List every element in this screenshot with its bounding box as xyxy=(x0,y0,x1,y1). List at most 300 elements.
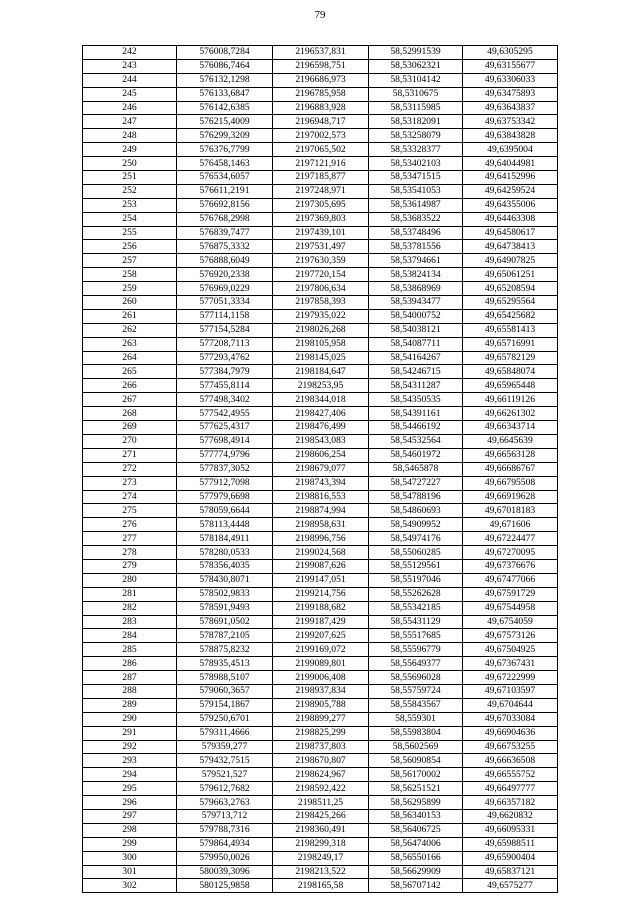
longitude-cell: 49,65295564 xyxy=(463,296,558,310)
latitude-cell: 58,54532564 xyxy=(369,434,463,448)
table-row xyxy=(83,754,558,768)
x-coordinate-cell: 576376,7799 xyxy=(177,143,273,157)
longitude-cell: 49,65061251 xyxy=(463,268,558,282)
y-coordinate-cell: 2198427,406 xyxy=(273,407,369,421)
x-coordinate-cell: 577208,7113 xyxy=(177,337,273,351)
x-coordinate-cell: 578691,0502 xyxy=(177,615,273,629)
table-row xyxy=(83,365,558,379)
latitude-cell: 58,5602569 xyxy=(369,740,463,754)
table-row xyxy=(83,643,558,657)
point-number-cell: 250 xyxy=(83,157,177,171)
point-number-cell: 279 xyxy=(83,559,177,573)
table-row xyxy=(83,476,558,490)
coordinates-table xyxy=(82,45,558,893)
point-number-cell: 284 xyxy=(83,629,177,643)
x-coordinate-cell: 578988,5107 xyxy=(177,671,273,685)
point-number-cell: 278 xyxy=(83,546,177,560)
x-coordinate-cell: 579432,7515 xyxy=(177,754,273,768)
longitude-cell: 49,66636508 xyxy=(463,754,558,768)
x-coordinate-cell: 576008,7284 xyxy=(177,46,273,60)
table-row xyxy=(83,254,558,268)
point-number-cell: 263 xyxy=(83,337,177,351)
table-row xyxy=(83,434,558,448)
latitude-cell: 58,55262628 xyxy=(369,587,463,601)
y-coordinate-cell: 2197002,573 xyxy=(273,129,369,143)
point-number-cell: 243 xyxy=(83,59,177,73)
table-row xyxy=(83,129,558,143)
y-coordinate-cell: 2198425,266 xyxy=(273,809,369,823)
x-coordinate-cell: 579612,7682 xyxy=(177,782,273,796)
latitude-cell: 58,54860693 xyxy=(369,504,463,518)
table-row xyxy=(83,198,558,212)
latitude-cell: 58,54909952 xyxy=(369,518,463,532)
point-number-cell: 254 xyxy=(83,212,177,226)
point-number-cell: 297 xyxy=(83,809,177,823)
y-coordinate-cell: 2198105,958 xyxy=(273,337,369,351)
table-row xyxy=(83,421,558,435)
x-coordinate-cell: 579713,712 xyxy=(177,809,273,823)
point-number-cell: 282 xyxy=(83,601,177,615)
y-coordinate-cell: 2198937,834 xyxy=(273,684,369,698)
point-number-cell: 296 xyxy=(83,796,177,810)
table-row xyxy=(83,504,558,518)
latitude-cell: 58,54391161 xyxy=(369,407,463,421)
y-coordinate-cell: 2196537,831 xyxy=(273,46,369,60)
latitude-cell: 58,54350535 xyxy=(369,393,463,407)
y-coordinate-cell: 2197858,393 xyxy=(273,296,369,310)
y-coordinate-cell: 2198670,807 xyxy=(273,754,369,768)
point-number-cell: 301 xyxy=(83,865,177,879)
page-number: 79 xyxy=(314,9,326,21)
x-coordinate-cell: 579864,4934 xyxy=(177,837,273,851)
y-coordinate-cell: 2198253,95 xyxy=(273,379,369,393)
table-row xyxy=(83,143,558,157)
table-row xyxy=(83,351,558,365)
table-row xyxy=(83,671,558,685)
x-coordinate-cell: 576692,8156 xyxy=(177,198,273,212)
latitude-cell: 58,53182091 xyxy=(369,115,463,129)
y-coordinate-cell: 2199147,051 xyxy=(273,573,369,587)
y-coordinate-cell: 2199188,682 xyxy=(273,601,369,615)
latitude-cell: 58,54311287 xyxy=(369,379,463,393)
point-number-cell: 293 xyxy=(83,754,177,768)
x-coordinate-cell: 576875,3332 xyxy=(177,240,273,254)
x-coordinate-cell: 576458,1463 xyxy=(177,157,273,171)
table-row xyxy=(83,615,558,629)
y-coordinate-cell: 2198145,025 xyxy=(273,351,369,365)
latitude-cell: 58,56340153 xyxy=(369,809,463,823)
point-number-cell: 275 xyxy=(83,504,177,518)
y-coordinate-cell: 2199089,801 xyxy=(273,657,369,671)
table-row xyxy=(83,587,558,601)
point-number-cell: 249 xyxy=(83,143,177,157)
x-coordinate-cell: 578502,9833 xyxy=(177,587,273,601)
x-coordinate-cell: 576534,6057 xyxy=(177,171,273,185)
point-number-cell: 259 xyxy=(83,282,177,296)
x-coordinate-cell: 577698,4914 xyxy=(177,434,273,448)
y-coordinate-cell: 2197439,101 xyxy=(273,226,369,240)
longitude-cell: 49,66095331 xyxy=(463,823,558,837)
x-coordinate-cell: 579060,3657 xyxy=(177,684,273,698)
table-row xyxy=(83,532,558,546)
x-coordinate-cell: 579359,277 xyxy=(177,740,273,754)
table-row xyxy=(83,393,558,407)
x-coordinate-cell: 580039,3096 xyxy=(177,865,273,879)
x-coordinate-cell: 576768,2998 xyxy=(177,212,273,226)
table-row xyxy=(83,282,558,296)
x-coordinate-cell: 579311,4666 xyxy=(177,726,273,740)
x-coordinate-cell: 576299,3209 xyxy=(177,129,273,143)
point-number-cell: 281 xyxy=(83,587,177,601)
y-coordinate-cell: 2198874,994 xyxy=(273,504,369,518)
point-number-cell: 294 xyxy=(83,768,177,782)
latitude-cell: 58,53541053 xyxy=(369,184,463,198)
y-coordinate-cell: 2197720,154 xyxy=(273,268,369,282)
y-coordinate-cell: 2199006,408 xyxy=(273,671,369,685)
longitude-cell: 49,67573126 xyxy=(463,629,558,643)
point-number-cell: 258 xyxy=(83,268,177,282)
longitude-cell: 49,65900404 xyxy=(463,851,558,865)
latitude-cell: 58,56251521 xyxy=(369,782,463,796)
x-coordinate-cell: 576839,7477 xyxy=(177,226,273,240)
latitude-cell: 58,55696028 xyxy=(369,671,463,685)
longitude-cell: 49,67103597 xyxy=(463,684,558,698)
table-row xyxy=(83,226,558,240)
x-coordinate-cell: 578113,4448 xyxy=(177,518,273,532)
point-number-cell: 247 xyxy=(83,115,177,129)
point-number-cell: 270 xyxy=(83,434,177,448)
y-coordinate-cell: 2198360,491 xyxy=(273,823,369,837)
point-number-cell: 300 xyxy=(83,851,177,865)
point-number-cell: 292 xyxy=(83,740,177,754)
point-number-cell: 286 xyxy=(83,657,177,671)
y-coordinate-cell: 2197630,359 xyxy=(273,254,369,268)
longitude-cell: 49,65837121 xyxy=(463,865,558,879)
table-row xyxy=(83,823,558,837)
point-number-cell: 280 xyxy=(83,573,177,587)
x-coordinate-cell: 577154,5284 xyxy=(177,323,273,337)
point-number-cell: 298 xyxy=(83,823,177,837)
table-row xyxy=(83,46,558,60)
point-number-cell: 290 xyxy=(83,712,177,726)
y-coordinate-cell: 2198679,077 xyxy=(273,462,369,476)
table-row xyxy=(83,851,558,865)
y-coordinate-cell: 2198743,394 xyxy=(273,476,369,490)
y-coordinate-cell: 2197121,916 xyxy=(273,157,369,171)
y-coordinate-cell: 2196883,928 xyxy=(273,101,369,115)
latitude-cell: 58,55843567 xyxy=(369,698,463,712)
longitude-cell: 49,63843828 xyxy=(463,129,558,143)
longitude-cell: 49,66563128 xyxy=(463,448,558,462)
latitude-cell: 58,55517685 xyxy=(369,629,463,643)
point-number-cell: 285 xyxy=(83,643,177,657)
y-coordinate-cell: 2196686,973 xyxy=(273,73,369,87)
y-coordinate-cell: 2196598,751 xyxy=(273,59,369,73)
table-row xyxy=(83,73,558,87)
longitude-cell: 49,66904636 xyxy=(463,726,558,740)
latitude-cell: 58,56406725 xyxy=(369,823,463,837)
point-number-cell: 251 xyxy=(83,171,177,185)
point-number-cell: 274 xyxy=(83,490,177,504)
table-row xyxy=(83,309,558,323)
longitude-cell: 49,67033084 xyxy=(463,712,558,726)
point-number-cell: 287 xyxy=(83,671,177,685)
point-number-cell: 245 xyxy=(83,87,177,101)
longitude-cell: 49,63306033 xyxy=(463,73,558,87)
x-coordinate-cell: 578356,4035 xyxy=(177,559,273,573)
longitude-cell: 49,66497777 xyxy=(463,782,558,796)
latitude-cell: 58,56629909 xyxy=(369,865,463,879)
longitude-cell: 49,67504925 xyxy=(463,643,558,657)
latitude-cell: 58,52991539 xyxy=(369,46,463,60)
x-coordinate-cell: 576215,4009 xyxy=(177,115,273,129)
y-coordinate-cell: 2197305,695 xyxy=(273,198,369,212)
longitude-cell: 49,65965448 xyxy=(463,379,558,393)
table-row xyxy=(83,407,558,421)
y-coordinate-cell: 2199024,568 xyxy=(273,546,369,560)
point-number-cell: 265 xyxy=(83,365,177,379)
x-coordinate-cell: 576133,6847 xyxy=(177,87,273,101)
y-coordinate-cell: 2197248,971 xyxy=(273,184,369,198)
x-coordinate-cell: 577384,7979 xyxy=(177,365,273,379)
table-row xyxy=(83,865,558,879)
table-row xyxy=(83,657,558,671)
latitude-cell: 58,56295899 xyxy=(369,796,463,810)
longitude-cell: 49,67224477 xyxy=(463,532,558,546)
latitude-cell: 58,53258079 xyxy=(369,129,463,143)
y-coordinate-cell: 2198624,967 xyxy=(273,768,369,782)
longitude-cell: 49,67222999 xyxy=(463,671,558,685)
latitude-cell: 58,54466192 xyxy=(369,421,463,435)
latitude-cell: 58,55342185 xyxy=(369,601,463,615)
y-coordinate-cell: 2198249,17 xyxy=(273,851,369,865)
table-row xyxy=(83,629,558,643)
point-number-cell: 267 xyxy=(83,393,177,407)
longitude-cell: 49,67018183 xyxy=(463,504,558,518)
latitude-cell: 58,55060285 xyxy=(369,546,463,560)
y-coordinate-cell: 2198299,318 xyxy=(273,837,369,851)
latitude-cell: 58,55596779 xyxy=(369,643,463,657)
x-coordinate-cell: 578935,4513 xyxy=(177,657,273,671)
longitude-cell: 49,66795508 xyxy=(463,476,558,490)
table-row xyxy=(83,796,558,810)
latitude-cell: 58,5310675 xyxy=(369,87,463,101)
longitude-cell: 49,63475893 xyxy=(463,87,558,101)
point-number-cell: 283 xyxy=(83,615,177,629)
y-coordinate-cell: 2199169,072 xyxy=(273,643,369,657)
table-row xyxy=(83,768,558,782)
latitude-cell: 58,55759724 xyxy=(369,684,463,698)
point-number-cell: 253 xyxy=(83,198,177,212)
y-coordinate-cell: 2197531,497 xyxy=(273,240,369,254)
x-coordinate-cell: 577455,8114 xyxy=(177,379,273,393)
latitude-cell: 58,53471515 xyxy=(369,171,463,185)
longitude-cell: 49,67376676 xyxy=(463,559,558,573)
y-coordinate-cell: 2197185,877 xyxy=(273,171,369,185)
y-coordinate-cell: 2199214,756 xyxy=(273,587,369,601)
y-coordinate-cell: 2196785,958 xyxy=(273,87,369,101)
latitude-cell: 58,54038121 xyxy=(369,323,463,337)
y-coordinate-cell: 2199187,429 xyxy=(273,615,369,629)
latitude-cell: 58,53781556 xyxy=(369,240,463,254)
longitude-cell: 49,6575277 xyxy=(463,879,558,893)
table-row xyxy=(83,462,558,476)
point-number-cell: 272 xyxy=(83,462,177,476)
y-coordinate-cell: 2198606,254 xyxy=(273,448,369,462)
longitude-cell: 49,6395004 xyxy=(463,143,558,157)
x-coordinate-cell: 578875,8232 xyxy=(177,643,273,657)
longitude-cell: 49,67367431 xyxy=(463,657,558,671)
x-coordinate-cell: 580125,9858 xyxy=(177,879,273,893)
latitude-cell: 58,55649377 xyxy=(369,657,463,671)
longitude-cell: 49,65716991 xyxy=(463,337,558,351)
latitude-cell: 58,56474006 xyxy=(369,837,463,851)
point-number-cell: 276 xyxy=(83,518,177,532)
longitude-cell: 49,66119126 xyxy=(463,393,558,407)
point-number-cell: 257 xyxy=(83,254,177,268)
table-row xyxy=(83,518,558,532)
point-number-cell: 299 xyxy=(83,837,177,851)
x-coordinate-cell: 576611,2191 xyxy=(177,184,273,198)
table-row xyxy=(83,296,558,310)
y-coordinate-cell: 2198184,647 xyxy=(273,365,369,379)
x-coordinate-cell: 576888,6049 xyxy=(177,254,273,268)
point-number-cell: 261 xyxy=(83,309,177,323)
latitude-cell: 58,53868969 xyxy=(369,282,463,296)
y-coordinate-cell: 2197806,634 xyxy=(273,282,369,296)
y-coordinate-cell: 2198476,499 xyxy=(273,421,369,435)
y-coordinate-cell: 2198905,788 xyxy=(273,698,369,712)
longitude-cell: 49,65988511 xyxy=(463,837,558,851)
table-row xyxy=(83,698,558,712)
latitude-cell: 58,53794661 xyxy=(369,254,463,268)
y-coordinate-cell: 2199087,626 xyxy=(273,559,369,573)
y-coordinate-cell: 2196948,717 xyxy=(273,115,369,129)
latitude-cell: 58,56170002 xyxy=(369,768,463,782)
table-row xyxy=(83,740,558,754)
y-coordinate-cell: 2198165,58 xyxy=(273,879,369,893)
latitude-cell: 58,53062321 xyxy=(369,59,463,73)
y-coordinate-cell: 2198213,522 xyxy=(273,865,369,879)
latitude-cell: 58,56550166 xyxy=(369,851,463,865)
longitude-cell: 49,671606 xyxy=(463,518,558,532)
x-coordinate-cell: 576920,2338 xyxy=(177,268,273,282)
table-row xyxy=(83,809,558,823)
x-coordinate-cell: 579250,6701 xyxy=(177,712,273,726)
table-row xyxy=(83,837,558,851)
y-coordinate-cell: 2198816,553 xyxy=(273,490,369,504)
longitude-cell: 49,64738413 xyxy=(463,240,558,254)
table-row xyxy=(83,490,558,504)
latitude-cell: 58,54087711 xyxy=(369,337,463,351)
table-row xyxy=(83,337,558,351)
point-number-cell: 295 xyxy=(83,782,177,796)
table-row xyxy=(83,782,558,796)
longitude-cell: 49,63155677 xyxy=(463,59,558,73)
latitude-cell: 58,54727227 xyxy=(369,476,463,490)
x-coordinate-cell: 578184,4911 xyxy=(177,532,273,546)
point-number-cell: 242 xyxy=(83,46,177,60)
table-row xyxy=(83,268,558,282)
x-coordinate-cell: 576086,7464 xyxy=(177,59,273,73)
point-number-cell: 289 xyxy=(83,698,177,712)
x-coordinate-cell: 577979,6698 xyxy=(177,490,273,504)
latitude-cell: 58,56090854 xyxy=(369,754,463,768)
x-coordinate-cell: 579521,527 xyxy=(177,768,273,782)
x-coordinate-cell: 576142,6385 xyxy=(177,101,273,115)
x-coordinate-cell: 577837,3052 xyxy=(177,462,273,476)
point-number-cell: 246 xyxy=(83,101,177,115)
point-number-cell: 256 xyxy=(83,240,177,254)
table-row xyxy=(83,879,558,893)
point-number-cell: 255 xyxy=(83,226,177,240)
table-row xyxy=(83,59,558,73)
y-coordinate-cell: 2198592,422 xyxy=(273,782,369,796)
table-row xyxy=(83,101,558,115)
latitude-cell: 58,56707142 xyxy=(369,879,463,893)
latitude-cell: 58,54788196 xyxy=(369,490,463,504)
table-row xyxy=(83,726,558,740)
longitude-cell: 49,6754059 xyxy=(463,615,558,629)
longitude-cell: 49,64355006 xyxy=(463,198,558,212)
longitude-cell: 49,66919628 xyxy=(463,490,558,504)
table-row xyxy=(83,171,558,185)
x-coordinate-cell: 578280,0533 xyxy=(177,546,273,560)
point-number-cell: 260 xyxy=(83,296,177,310)
table-row xyxy=(83,684,558,698)
longitude-cell: 49,65848074 xyxy=(463,365,558,379)
longitude-cell: 49,65425682 xyxy=(463,309,558,323)
x-coordinate-cell: 576969,0229 xyxy=(177,282,273,296)
table-row xyxy=(83,240,558,254)
longitude-cell: 49,67477066 xyxy=(463,573,558,587)
longitude-cell: 49,6704644 xyxy=(463,698,558,712)
latitude-cell: 58,53748496 xyxy=(369,226,463,240)
longitude-cell: 49,6305295 xyxy=(463,46,558,60)
latitude-cell: 58,54601972 xyxy=(369,448,463,462)
longitude-cell: 49,64907825 xyxy=(463,254,558,268)
longitude-cell: 49,66357182 xyxy=(463,796,558,810)
table-row xyxy=(83,323,558,337)
longitude-cell: 49,63753342 xyxy=(463,115,558,129)
y-coordinate-cell: 2198899,277 xyxy=(273,712,369,726)
x-coordinate-cell: 579154,1867 xyxy=(177,698,273,712)
x-coordinate-cell: 577051,3334 xyxy=(177,296,273,310)
y-coordinate-cell: 2198737,803 xyxy=(273,740,369,754)
latitude-cell: 58,53683522 xyxy=(369,212,463,226)
x-coordinate-cell: 578787,2105 xyxy=(177,629,273,643)
y-coordinate-cell: 2199207,625 xyxy=(273,629,369,643)
table-row xyxy=(83,379,558,393)
table-row xyxy=(83,212,558,226)
table-row xyxy=(83,184,558,198)
point-number-cell: 244 xyxy=(83,73,177,87)
latitude-cell: 58,5465878 xyxy=(369,462,463,476)
longitude-cell: 49,64044981 xyxy=(463,157,558,171)
y-coordinate-cell: 2198825,299 xyxy=(273,726,369,740)
latitude-cell: 58,53402103 xyxy=(369,157,463,171)
longitude-cell: 49,65581413 xyxy=(463,323,558,337)
longitude-cell: 49,65782129 xyxy=(463,351,558,365)
latitude-cell: 58,53614987 xyxy=(369,198,463,212)
point-number-cell: 273 xyxy=(83,476,177,490)
point-number-cell: 252 xyxy=(83,184,177,198)
latitude-cell: 58,54000752 xyxy=(369,309,463,323)
latitude-cell: 58,53824134 xyxy=(369,268,463,282)
longitude-cell: 49,6645639 xyxy=(463,434,558,448)
latitude-cell: 58,53328377 xyxy=(369,143,463,157)
longitude-cell: 49,64259524 xyxy=(463,184,558,198)
